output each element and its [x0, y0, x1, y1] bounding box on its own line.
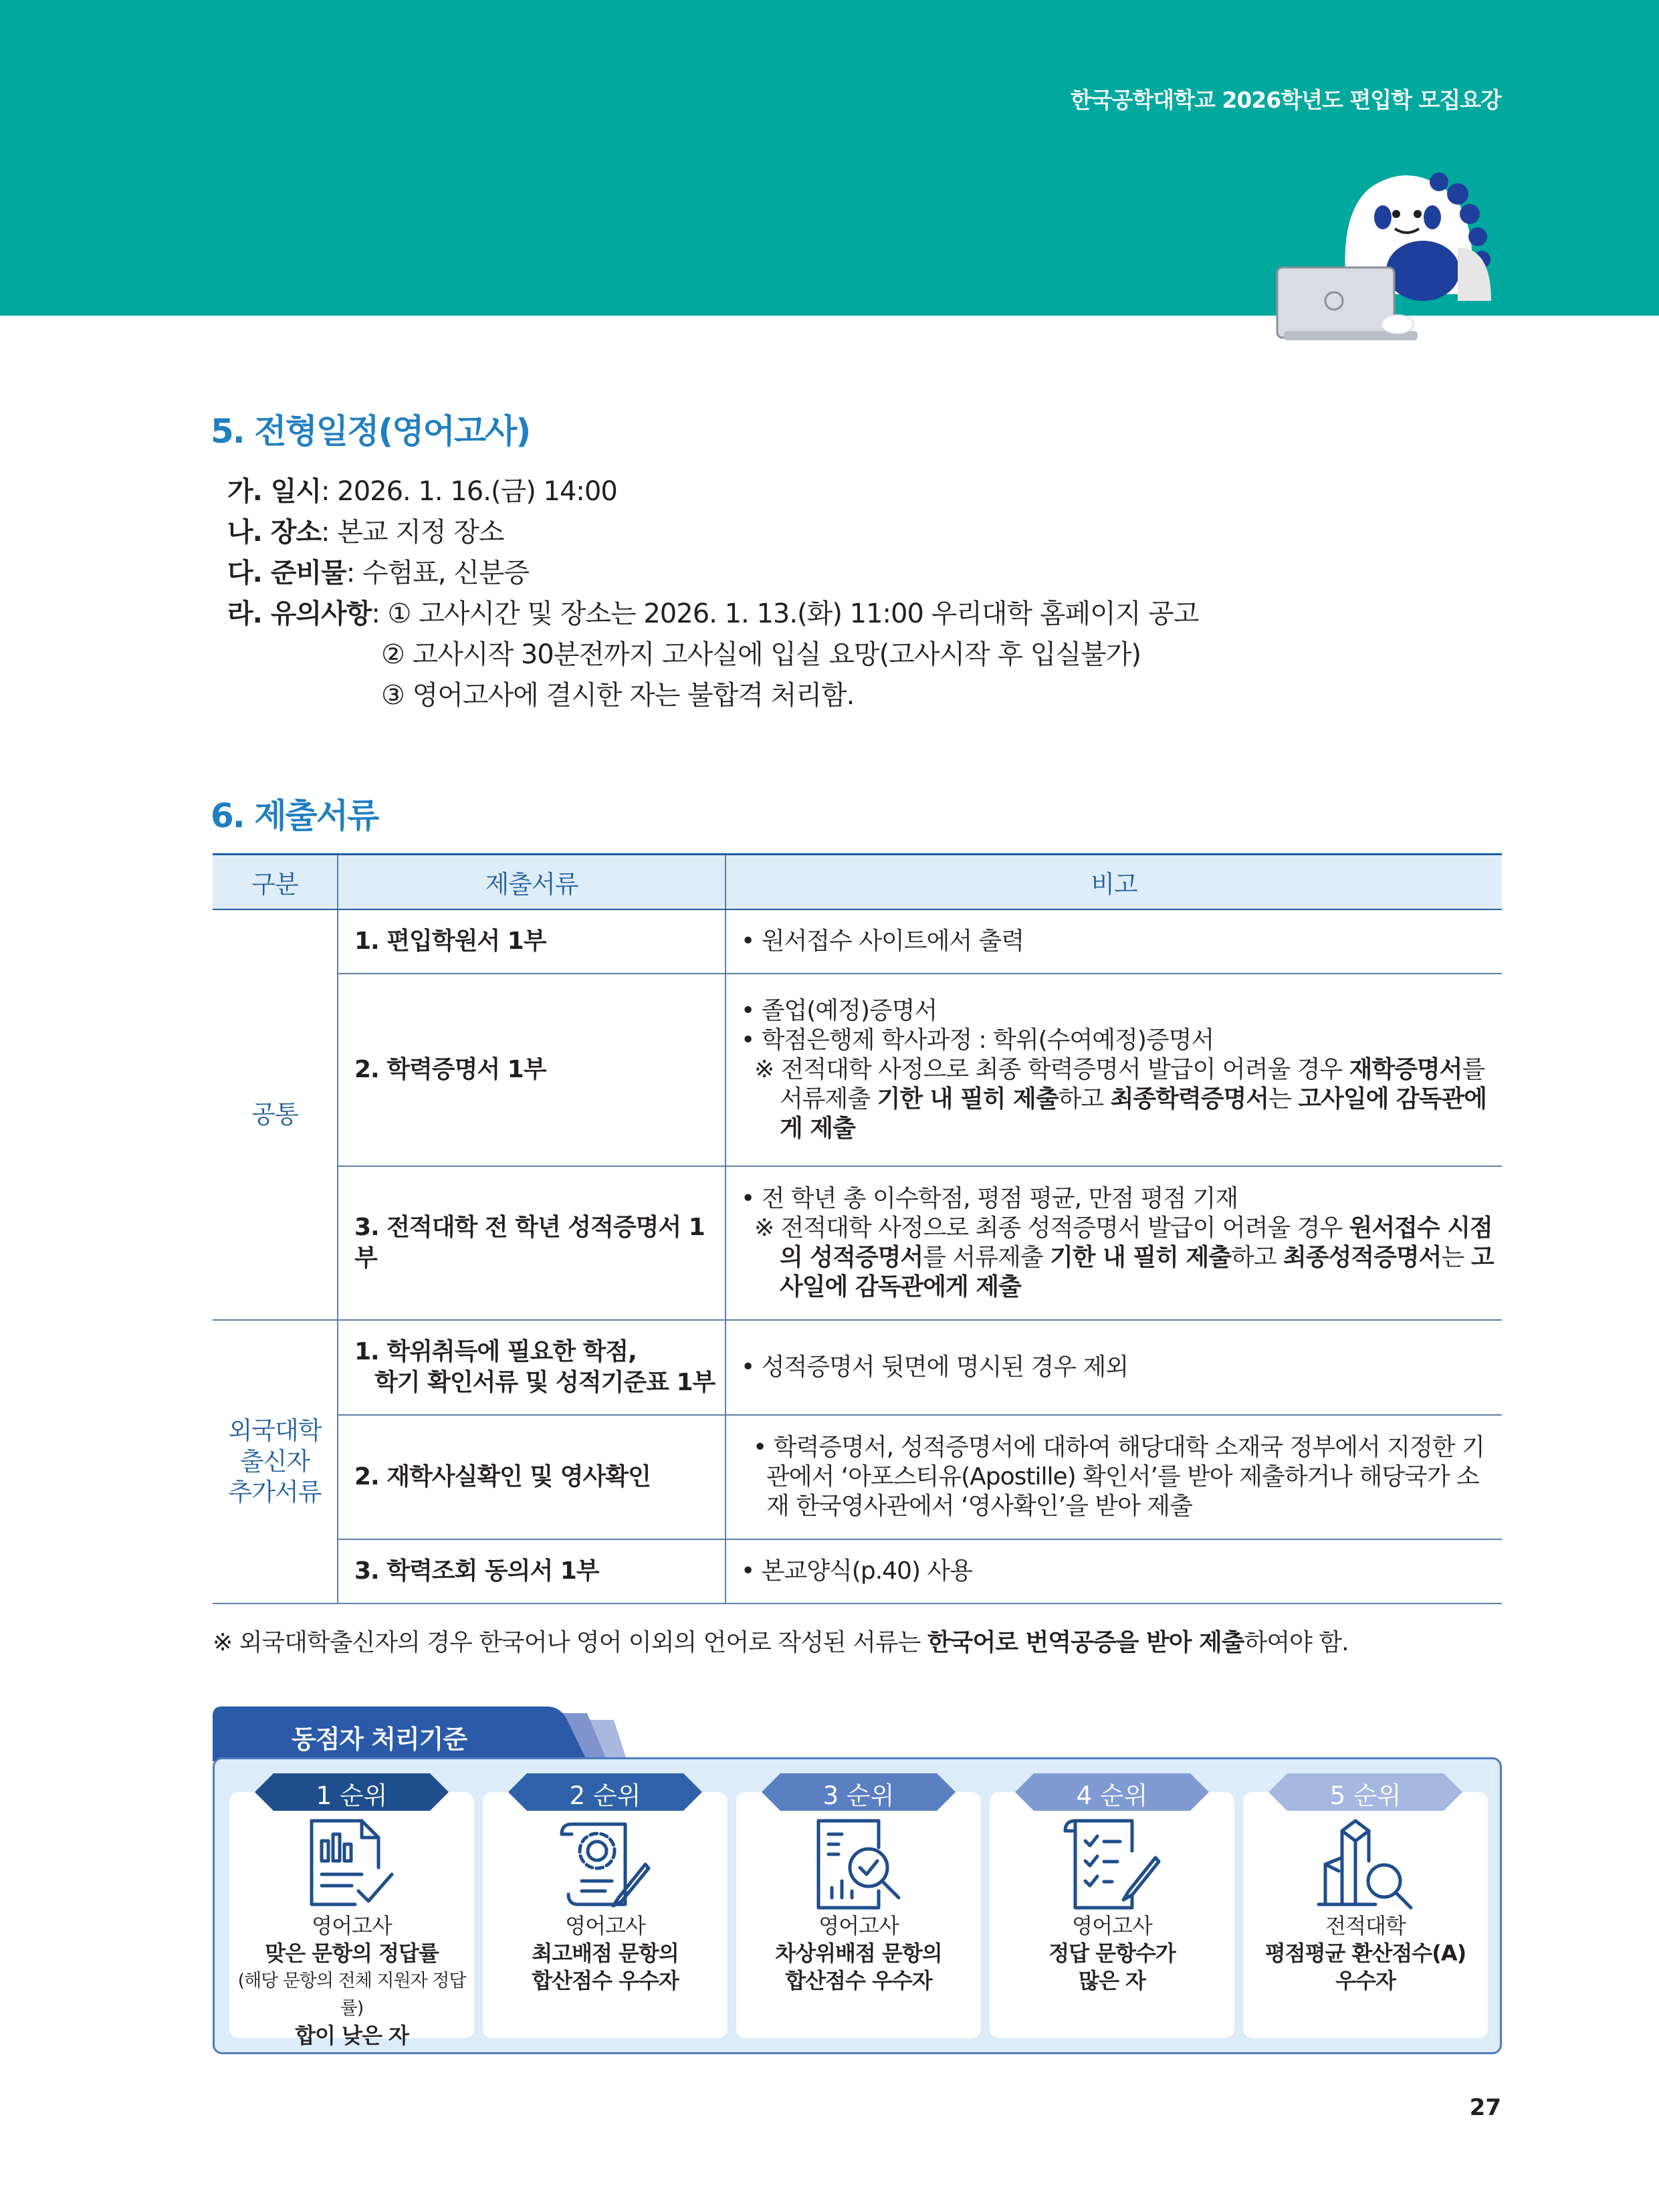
- mascot-laptop-illustration: [1257, 167, 1498, 354]
- note-bullet: • 졸업(예정)증명서: [741, 996, 1495, 1026]
- note-bullet: • 성적증명서 뒷면에 명시된 경우 제외: [741, 1353, 1495, 1382]
- card-line: 우수자: [1335, 1968, 1396, 1993]
- caution-bold: 고사일에 감독관에게 제출: [780, 1085, 1487, 1142]
- card-line: 영어고사: [565, 1913, 645, 1939]
- card-line: 정답 문항수가: [1048, 1941, 1176, 1966]
- doc-cell: 2. 재학사실확인 및 영사확인: [338, 1415, 726, 1539]
- tiebreak-title: 동점자 처리기준: [292, 1725, 467, 1754]
- doc-cell: 2. 학력증명서 1부: [338, 974, 726, 1166]
- card-line: 영어고사: [818, 1913, 899, 1939]
- caution-text: 전적대학 사정으로 최종 학력증명서 발급이 어려울 경우: [780, 1056, 1349, 1083]
- building-magnifier-icon: [1312, 1811, 1419, 1918]
- caution-bold: 기한 내 필히 제출: [877, 1085, 1059, 1113]
- card-line: (해당 문항의 전체 지원자 정답률): [237, 1971, 466, 2019]
- schedule-supplies-value: : 수험표, 신분증: [346, 558, 530, 588]
- card-line: 최고배점 문항의: [532, 1941, 679, 1966]
- caution-text: 하고: [1231, 1244, 1284, 1271]
- caution-text: 하고: [1058, 1085, 1111, 1113]
- schedule-note-2: ② 고사시작 30분전까지 고사실에 입실 요망(고사시작 후 입실불가): [381, 639, 1141, 670]
- group-foreign: 외국대학 출신자 추가서류: [213, 1320, 338, 1603]
- schedule-place-value: : 본교 지정 장소: [321, 517, 504, 548]
- schedule-date: [227, 471, 1198, 512]
- note-bullet: • 학점은행제 학사과정 : 학위(수여예정)증명서: [741, 1026, 1495, 1055]
- rank-2-label: 2 순위: [569, 1781, 641, 1810]
- schedule-place-label: 나. 장소: [227, 517, 322, 548]
- note-caution: [741, 1055, 1495, 1143]
- card-2-text: [483, 1912, 728, 1995]
- doc-cell: [338, 1320, 726, 1415]
- table-row: [213, 1539, 1502, 1603]
- doc-cell: 1. 편입학원서 1부: [338, 909, 726, 974]
- doc-line: 1. 학위취득에 필요한 학점,: [354, 1338, 637, 1365]
- gear-document-pen-icon: [552, 1811, 659, 1918]
- schedule-supplies-label: 다. 준비물: [227, 558, 346, 588]
- schedule-date-label: 가. 일시: [227, 476, 322, 507]
- schedule-supplies: [227, 553, 1198, 594]
- header-remarks: 비고: [726, 855, 1502, 910]
- section5-title: 5. 전형일정(영어고사): [211, 412, 530, 451]
- caution-text: 는: [1441, 1244, 1471, 1271]
- document-magnifier-check-icon: [805, 1811, 912, 1918]
- caution-text: 전적대학 사정으로 최종 성적증명서 발급이 어려울 경우: [780, 1214, 1349, 1242]
- footnote-text: ※ 외국대학출신자의 경우 한국어나 영어 이외의 언어로 작성된 서류는: [213, 1629, 927, 1656]
- table-header-row: [213, 855, 1502, 910]
- header-documents: 제출서류: [338, 855, 726, 910]
- note-cell: [726, 909, 1502, 974]
- header-category: 구분: [213, 855, 338, 910]
- card-4-text: [990, 1912, 1234, 1995]
- caution-bold: 최종성적증명서: [1283, 1244, 1442, 1271]
- caution-bold: 최종학력증명서: [1110, 1085, 1269, 1113]
- note-cell: [726, 1166, 1502, 1320]
- card-line: 영어고사: [312, 1913, 392, 1939]
- rank-1-label: 1 순위: [316, 1781, 388, 1810]
- schedule-note-3: ③ 영어고사에 결시한 자는 불합격 처리함.: [381, 680, 855, 711]
- schedule-notes-value: : ① 고사시간 및 장소는 2026. 1. 13.(화) 11:00 우리대학 홈페이지 공고: [371, 598, 1199, 629]
- card-line: 합산점수 우수자: [785, 1968, 932, 1993]
- footnote: [213, 1624, 1349, 1658]
- note-cell: [726, 1320, 1502, 1415]
- header-title: 한국공학대학교 2026학년도 편입학 모집요강: [1070, 87, 1501, 113]
- group-common: 공통: [213, 909, 338, 1320]
- card-line: 맞은 문항의 정답률: [265, 1941, 439, 1966]
- note-cell: [726, 974, 1502, 1166]
- card-line: 합이 낮은 자: [295, 2023, 409, 2048]
- doc-line: 학기 확인서류 및 성적기준표 1부: [374, 1369, 715, 1396]
- checklist-pen-icon: [1059, 1811, 1166, 1918]
- section6-title: 6. 제출서류: [211, 796, 378, 835]
- card-5-text: [1243, 1912, 1488, 1995]
- caution-bold: 재학증명서: [1349, 1056, 1462, 1083]
- note-bullet: • 본교양식(p.40) 사용: [741, 1557, 1495, 1586]
- schedule-notes: [227, 594, 1198, 635]
- table-row: [213, 1320, 1502, 1415]
- caution-bold: 기한 내 필히 제출: [1049, 1244, 1232, 1271]
- card-line: 평점평균 환산점수(A): [1264, 1941, 1466, 1966]
- table-row: [213, 909, 1502, 974]
- schedule-notes-label: 라. 유의사항: [227, 598, 372, 629]
- footnote-bold: 한국어로 번역공증을 받아 제출: [927, 1629, 1244, 1656]
- caution-bold: 원서접수 시점의 성적증명서: [780, 1214, 1492, 1271]
- card-line: 합산점수 우수자: [532, 1968, 679, 1993]
- note-cell: [726, 1539, 1502, 1603]
- note-bullet-wrapped: • 학력증명서, 성적증명서에 대하여 해당대학 소재국 정부에서 지정한 기관에서 ‘아포스티유(Apostille) 확인서’를 받아 제출하거나 해당국가 소재 한국영사관에서 ‘영사확인’을 받아 제출: [753, 1434, 1484, 1520]
- table-row: [213, 1415, 1502, 1539]
- schedule-place: [227, 512, 1198, 553]
- card-line: 영어고사: [1072, 1913, 1152, 1939]
- rank-5-label: 5 순위: [1329, 1781, 1402, 1810]
- note-text: 학력증명서, 성적증명서에 대하여 해당대학 소재국 정부에서 지정한 기관에서 ‘아포스티유(Apostille) 확인서’를 받아 제출하거나 해당국가 소재 한국영사관에서 ‘영사확인’을 받아 제출: [766, 1434, 1484, 1520]
- card-1-text: [229, 1912, 474, 2050]
- note-bullet: • 전 학년 총 이수학점, 평점 평균, 만점 평점 기재: [741, 1184, 1495, 1214]
- documents-table: [213, 853, 1502, 1604]
- card-line: 차상위배점 문항의: [775, 1941, 942, 1966]
- table-row: [213, 1166, 1502, 1320]
- schedule-list: [227, 471, 1198, 716]
- note-bullet: • 원서접수 사이트에서 출력: [741, 927, 1495, 956]
- card-3-text: [736, 1912, 981, 1995]
- chart-document-check-icon: [298, 1811, 405, 1918]
- caution-text: 를 서류제출: [780, 1056, 1485, 1113]
- rank-3-label: 3 순위: [822, 1781, 895, 1810]
- caution-text: 는: [1268, 1085, 1299, 1113]
- note-caution: [741, 1214, 1495, 1302]
- note-cell: [726, 1415, 1502, 1539]
- schedule-date-value: : 2026. 1. 16.(금) 14:00: [321, 476, 617, 507]
- page-number: 27: [1469, 2094, 1501, 2121]
- caution-bold: 고사일에 감독관에게 제출: [780, 1244, 1494, 1301]
- card-line: 전적대학: [1325, 1913, 1406, 1939]
- doc-cell: 3. 전적대학 전 학년 성적증명서 1부: [338, 1166, 726, 1320]
- doc-cell: 3. 학력조회 동의서 1부: [338, 1539, 726, 1603]
- footnote-text: 하여야 함.: [1244, 1629, 1349, 1656]
- caution-text: 를 서류제출: [923, 1244, 1050, 1271]
- table-row: [213, 974, 1502, 1166]
- card-line: 많은 자: [1079, 1968, 1145, 1993]
- rank-4-label: 4 순위: [1076, 1781, 1148, 1810]
